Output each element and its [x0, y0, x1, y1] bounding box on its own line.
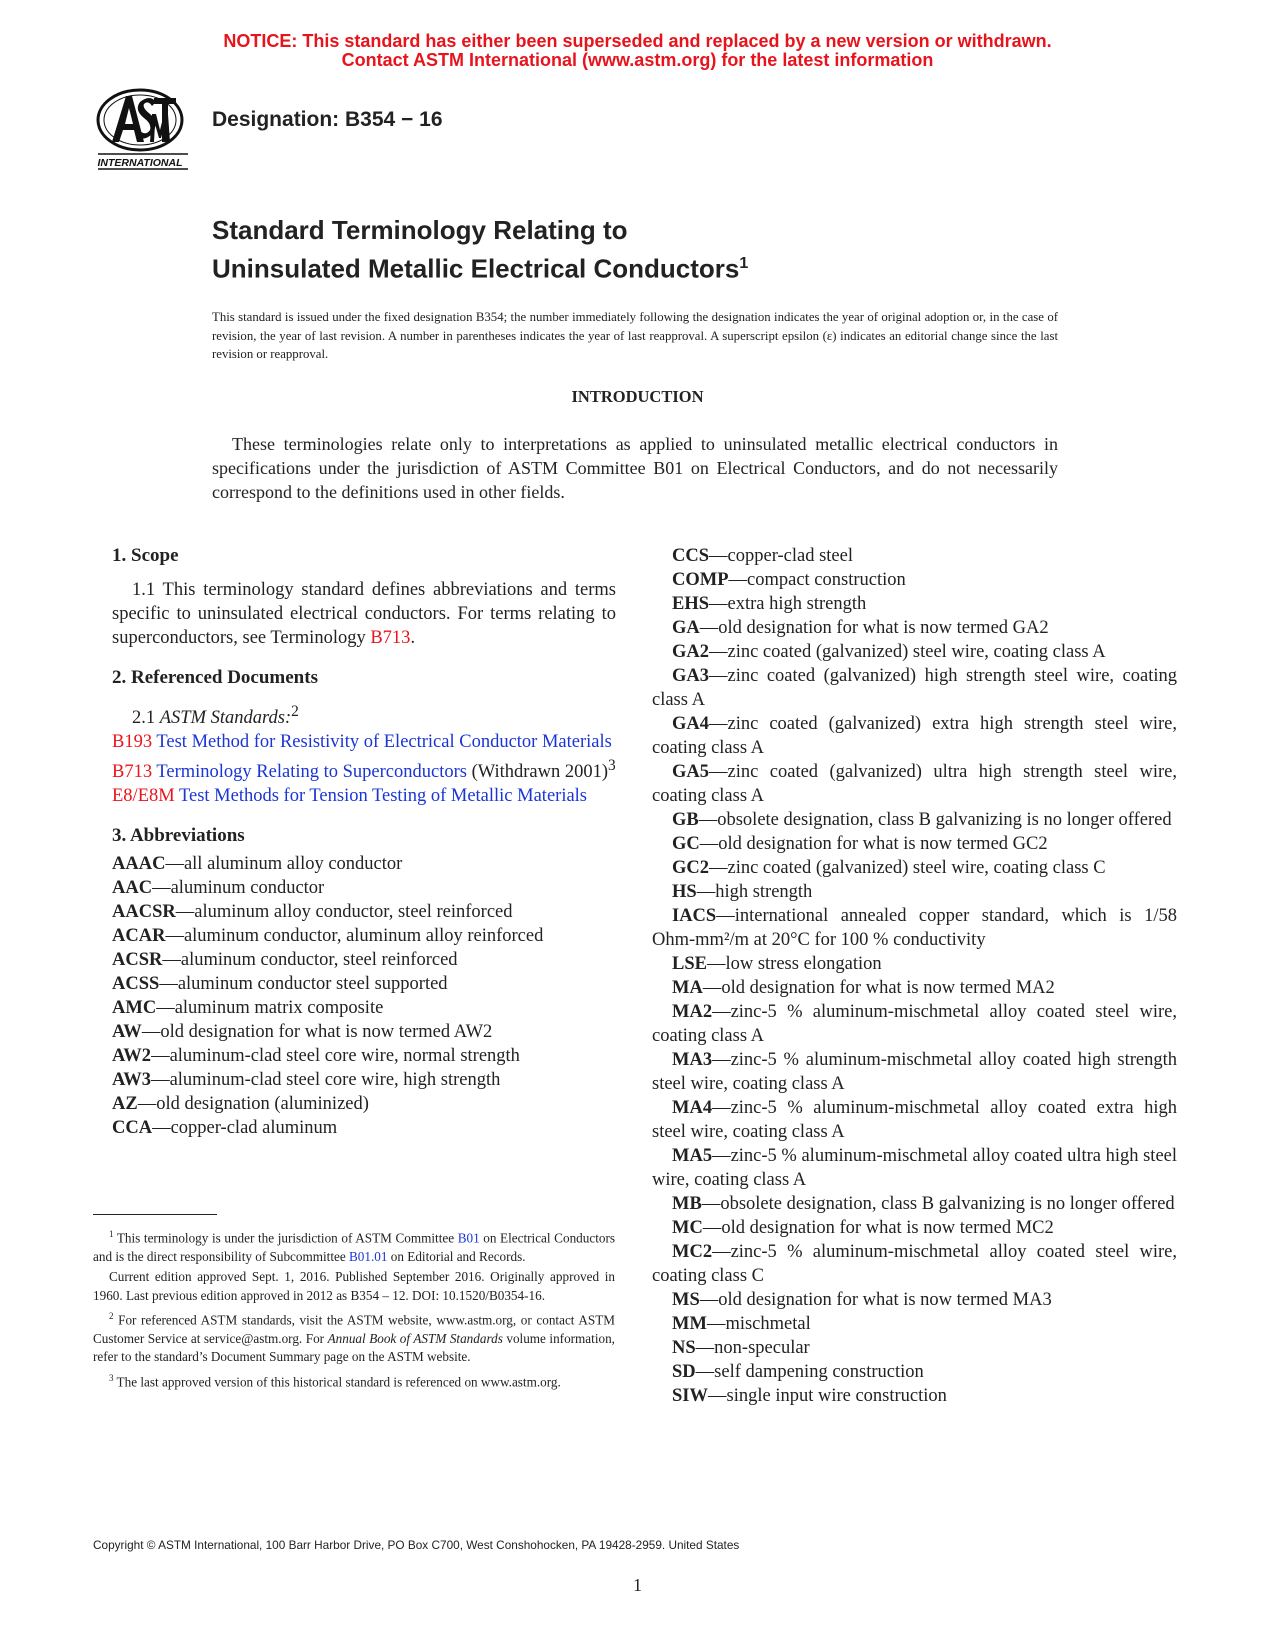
abbreviation-item: ACAR—aluminum conductor, aluminum alloy reinforced [112, 926, 544, 947]
abbreviation-item: AZ—old designation (aluminized) [112, 1094, 369, 1115]
footnote-2: $^2$ For referenced ASTM standards, visit the ASTM website, www.astm.org, or contact ASTM Customer Service at service@astm.org. For Annual Book of ASTM Standards volume information, refer to the standard’s Document Summary page on the ASTM website. [93, 1311, 615, 1365]
issue-note: This standard is issued under the fixed designation B354; the number immediately following the designation indicates the year of original adoption or, in the case of revision, the year of last revision. A number in parentheses indicates the year of last reapproval. A superscript epsilon (ε) indicates an editorial change since the last revision or reapproval. [212, 310, 1058, 361]
abbreviation-item: AAAC—all aluminum alloy conductor [112, 854, 403, 875]
abbreviation-item: NS—non-specular [672, 1338, 810, 1358]
supersede-notice [0, 32, 1275, 70]
title-line-2: Uninsulated Metallic Electrical Conductors$^1$ [212, 253, 749, 284]
abbreviation-item: MS—old designation for what is now termed MA3 [672, 1290, 1052, 1310]
title-footnote-mark: 1 [739, 255, 749, 272]
document-title [212, 214, 748, 286]
abbreviation-item: CCA—copper-clad aluminum [112, 1118, 338, 1139]
copyright-line: Copyright © ASTM International, 100 Barr Harbor Drive, PO Box C700, West Conshohocken, PA 19428-2959. United States [93, 1538, 740, 1552]
introduction-body: These terminologies relate only to interpretations as applied to uninsulated metallic electrical conductors in specifications under the jurisdiction of ASTM Committee B01 on Electrical Conductors, and do not necessarily correspond to the definitions used in other fields. [212, 434, 1058, 502]
referenced-documents-heading: 2. Referenced Documents [112, 667, 318, 688]
abbreviation-item: MA4—zinc-5 % aluminum-mischmetal alloy coated extra high steel wire, coating class A [652, 1098, 1177, 1142]
abbreviation-item: COMP—compact construction [672, 570, 906, 590]
abbreviation-item: CCS—copper-clad steel [672, 546, 853, 566]
abbreviation-item: GA4—zinc coated (galvanized) extra high strength steel wire, coating class A [652, 714, 1177, 758]
abbreviation-item: GC—old designation for what is now termed GC2 [672, 834, 1048, 854]
abbreviation-item: MA3—zinc-5 % aluminum-mischmetal alloy coated high strength steel wire, coating class A [652, 1050, 1177, 1094]
abbreviation-item: LSE—low stress elongation [672, 954, 882, 974]
scope-link-b713[interactable]: B713 [370, 628, 411, 648]
reference-b713[interactable]: B713 Terminology Relating to Superconductors (Withdrawn 2001)$^3$ [112, 757, 616, 783]
abbreviation-item: IACS—international annealed copper standard, which is 1/58 Ohm-mm²/m at 20°C for 100 % conductivity [652, 906, 1177, 950]
abbreviation-item: ACSR—aluminum conductor, steel reinforced [112, 950, 458, 971]
abbreviation-item: GA2—zinc coated (galvanized) steel wire, coating class A [672, 642, 1106, 662]
abbreviation-item: SIW—single input wire construction [672, 1386, 947, 1406]
abbreviation-item: MB—obsolete designation, class B galvanizing is no longer offered [672, 1194, 1175, 1214]
subcommittee-b0101-link[interactable]: B01.01 [349, 1248, 388, 1264]
reference-e8[interactable]: E8/E8M Test Methods for Tension Testing of Metallic Materials [112, 786, 588, 807]
astm-standards-label: 2.1 ASTM Standards:$^2$ [132, 703, 299, 729]
abbreviation-item: MC2—zinc-5 % aluminum-mischmetal alloy coated steel wire, coating class C [652, 1242, 1177, 1286]
abbreviation-item: MC—old designation for what is now termed MC2 [672, 1218, 1054, 1238]
abbreviation-item: AW—old designation for what is now termed AW2 [112, 1022, 493, 1043]
abbreviation-item: ACSS—aluminum conductor steel supported [112, 974, 448, 995]
abbreviation-item: AW2—aluminum-clad steel core wire, normal strength [112, 1046, 520, 1067]
abbreviation-item: GA3—zinc coated (galvanized) high strength steel wire, coating class A [652, 666, 1177, 710]
introduction-heading: INTRODUCTION [571, 387, 704, 406]
abbreviation-item: GA—old designation for what is now termed GA2 [672, 618, 1049, 638]
abbreviation-item: MA5—zinc-5 % aluminum-mischmetal alloy coated ultra high steel wire, coating class A [652, 1146, 1178, 1190]
abbreviation-item: MA2—zinc-5 % aluminum-mischmetal alloy coated steel wire, coating class A [652, 1002, 1177, 1046]
title-line-1: Standard Terminology Relating to [212, 215, 628, 245]
abbreviation-item: GC2—zinc coated (galvanized) steel wire, coating class C [672, 858, 1106, 878]
committee-b01-link[interactable]: B01 [457, 1230, 480, 1246]
designation: Designation: B354 − 16 [212, 108, 443, 131]
notice-line-2: Contact ASTM International (www.astm.org) for the latest information [341, 50, 934, 70]
abbreviation-item: GB—obsolete designation, class B galvanizing is no longer offered [672, 810, 1172, 830]
astm-logo [92, 84, 192, 172]
logo-text: INTERNATIONAL [97, 157, 183, 169]
abbreviations-heading: 3. Abbreviations [112, 825, 245, 847]
abbreviation-item: SD—self dampening construction [672, 1362, 924, 1382]
scope-heading: 1. Scope [112, 545, 179, 566]
abbreviation-list-left [112, 852, 616, 1140]
astm-logo-icon [92, 84, 192, 172]
page-number: 1 [633, 1575, 642, 1595]
reference-b193[interactable]: B193 Test Method for Resistivity of Electrical Conductor Materials [112, 732, 612, 753]
abbreviation-item: AAC—aluminum conductor [112, 878, 325, 899]
left-column [112, 544, 616, 1140]
footnote-1: $^1$ This terminology is under the jurisdiction of ASTM Committee B01 on Electrical Conductors and is the direct responsibility of Subcommittee B01.01 on Editorial and Records. [93, 1229, 615, 1264]
abbreviation-item: HS—high strength [672, 882, 813, 902]
abbreviation-item: EHS—extra high strength [672, 594, 867, 614]
notice-line-1: NOTICE: This standard has either been superseded and replaced by a new version or withdrawn. [223, 31, 1052, 51]
scope-paragraph: 1.1 This terminology standard defines abbreviations and terms specific to uninsulated electrical conductors. For terms relating to superconductors, see Terminology B713. [112, 580, 616, 648]
footnotes [93, 1225, 615, 1393]
footnote-divider [93, 1214, 217, 1215]
abbreviation-item: MM—mischmetal [672, 1314, 811, 1334]
abbreviation-item: AMC—aluminum matrix composite [112, 998, 384, 1019]
footnote-3: $^3$ The last approved version of this historical standard is referenced on www.astm.org. [109, 1372, 561, 1390]
abbreviation-item: AW3—aluminum-clad steel core wire, high strength [112, 1070, 501, 1091]
abbreviation-item: MA—old designation for what is now termed MA2 [672, 978, 1055, 998]
right-column [652, 544, 1177, 1408]
abbreviation-item: AACSR—aluminum alloy conductor, steel reinforced [112, 902, 513, 923]
edition-note: Current edition approved Sept. 1, 2016. Published September 2016. Originally approved in 1960. Last previous edition approved in 2012 as B354 – 12. DOI: 10.1520/B0354-16. [93, 1269, 615, 1303]
abbreviation-item: GA5—zinc coated (galvanized) ultra high strength steel wire, coating class A [652, 762, 1177, 806]
